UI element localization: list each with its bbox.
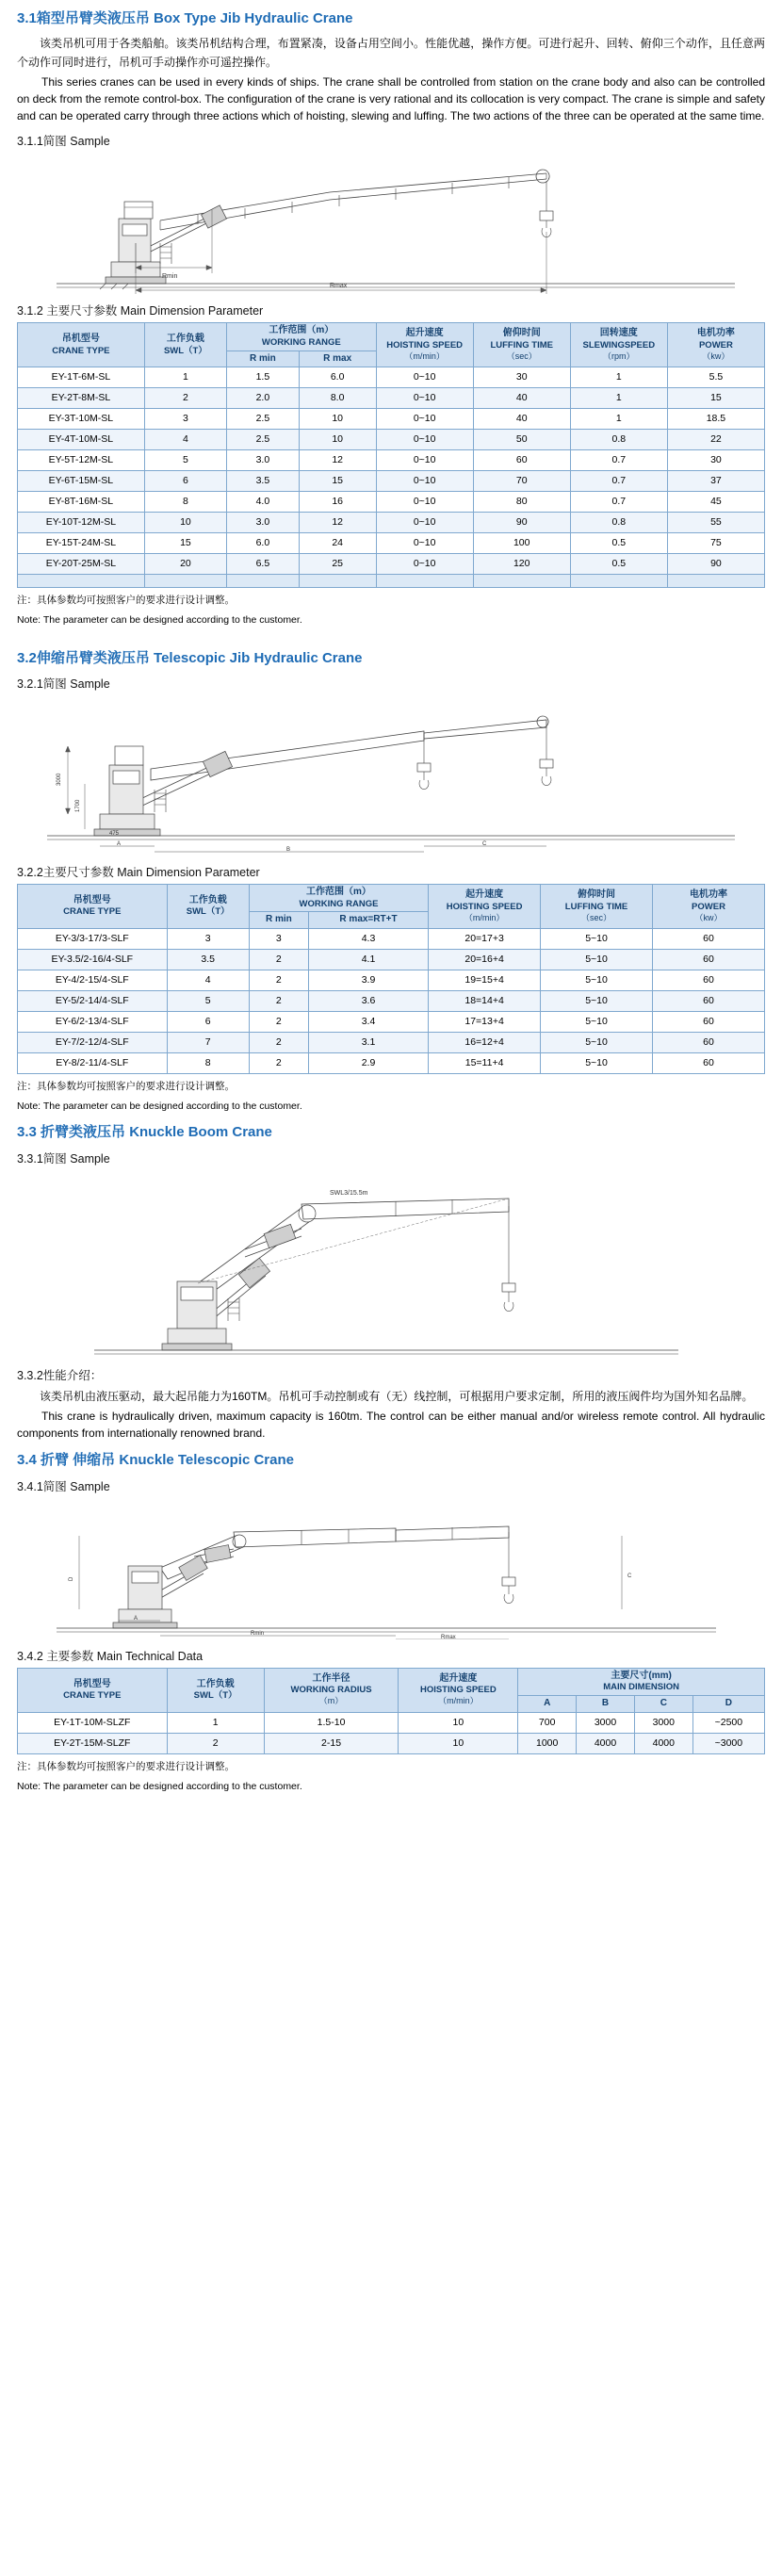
cell-swl: 6 (144, 471, 226, 492)
cell-slewing: 1 (570, 388, 667, 409)
cell-slewing: 0.8 (570, 430, 667, 450)
section-31-chinese-paragraph: 该类吊机可用于各类船舶。该类吊机结构合理，布置紧凑，设备占用空间小。性能优越，操作方便。可进行起升、回转、俯仰三个动作，且任意两个动作可同时进行，吊机可手动操作亦可遥控操作。 (17, 36, 765, 69)
cell-radius: 1.5-10 (264, 1712, 399, 1733)
table-row (18, 1052, 765, 1073)
cell-crane-type: EY-6T-15M-SL (18, 471, 145, 492)
th-luffing-time: 俯仰时间 LUFFING TIME （sec） (473, 323, 570, 367)
note-31-en: Note: The parameter can be designed according to the customer. (17, 614, 302, 627)
figure-label-rmax: Rmax (330, 283, 348, 290)
table-row (18, 990, 765, 1011)
th-working-radius: 工作半径 WORKING RADIUS （m） (264, 1668, 399, 1712)
th-rmin: R min (249, 912, 308, 929)
cell-power: 75 (667, 533, 764, 554)
cell-swl: 20 (144, 554, 226, 575)
cell-crane-type: EY-8/2-11/4-SLF (18, 1052, 168, 1073)
th-working-range: 工作范围（m） WORKING RANGE (249, 885, 428, 912)
note-32-cn: 注：具体参数均可按照客户的要求进行设计调整。 (17, 1080, 235, 1092)
table-row (18, 513, 765, 533)
cell-hoisting: 0~10 (376, 409, 473, 430)
cell-power: 60 (653, 1052, 765, 1073)
cell-crane-type: EY-15T-24M-SL (18, 533, 145, 554)
cell-slewing: 0.5 (570, 533, 667, 554)
section-321-sample-heading: 3.2.1简图 Sample (17, 677, 110, 692)
cell-rmin: 3.0 (227, 513, 300, 533)
cell-hoisting: 0~10 (376, 533, 473, 554)
th-main-dimension: 主要尺寸(mm) MAIN DIMENSION (518, 1668, 765, 1695)
cell-radius: 2-15 (264, 1733, 399, 1753)
cell-rmin: 3 (249, 928, 308, 949)
cell-hoisting: 10 (399, 1733, 518, 1753)
section-33-heading: 3.3 折臂类液压吊 Knuckle Boom Crane (17, 1124, 272, 1141)
cell-crane-type: EY-8T-16M-SL (18, 492, 145, 513)
figure-telescopic-jib-crane (19, 695, 763, 856)
cell-luffing: 30 (473, 367, 570, 388)
cell-swl: 2 (167, 1733, 264, 1753)
section-31-english-paragraph: This series cranes can be used in every kinds of ships. The crane shall be controlled from station on the crane body and also can be controlled on deck from the remote control-box. The configuration of the crane is very rational and its collocation is very compact. The crane is simple and safety and can be operated carry through three actions which of hoisting, slewing and luffing. The two actions of the three can be operated at the same time. (17, 75, 765, 123)
cell-slewing: 0.7 (570, 471, 667, 492)
cell-rmin: 2 (249, 1011, 308, 1032)
cell-crane-type: EY-20T-25M-SL (18, 554, 145, 575)
main-dimension-parameter-table-31 (17, 322, 765, 588)
cell-power: 90 (667, 554, 764, 575)
th-crane-type: 吊机型号 CRANE TYPE (18, 323, 145, 367)
table-row (18, 450, 765, 471)
cell-dim-b: 4000 (577, 1733, 635, 1753)
cell-swl: 3 (167, 928, 249, 949)
cell-power: 18.5 (667, 409, 764, 430)
main-technical-data-table-34 (17, 1668, 765, 1754)
cell-slewing: 1 (570, 367, 667, 388)
cell-hoisting: 0~10 (376, 492, 473, 513)
cell-swl: 8 (144, 492, 226, 513)
cell-luffing: 80 (473, 492, 570, 513)
cell-swl: 1 (144, 367, 226, 388)
note-34-en: Note: The parameter can be designed according to the customer. (17, 1780, 302, 1792)
table-32-head (18, 885, 765, 929)
cell-rmin: 6.5 (227, 554, 300, 575)
cell-crane-type: EY-2T-8M-SL (18, 388, 145, 409)
cell-rmin: 3.0 (227, 450, 300, 471)
th-power: 电机功率 POWER （kw） (667, 323, 764, 367)
th-hoisting-speed: 起升速度 HOISTING SPEED （m/min） (376, 323, 473, 367)
svg-text:A: A (134, 1615, 138, 1622)
cell-hoisting: 20=16+4 (429, 949, 541, 970)
cell-power: 60 (653, 970, 765, 990)
cell-swl: 6 (167, 1011, 249, 1032)
section-311-sample-heading: 3.1.1简图 Sample (17, 135, 110, 149)
th-luffing-time: 俯仰时间 LUFFING TIME （sec） (541, 885, 653, 929)
svg-text:C: C (627, 1573, 632, 1579)
note-32-en: Note: The parameter can be designed according to the customer. (17, 1101, 302, 1113)
cell-swl: 1 (167, 1712, 264, 1733)
cell-rmax: 3.4 (308, 1011, 428, 1032)
cell-crane-type: EY-1T-10M-SLZF (18, 1712, 168, 1733)
figure-knuckle-boom-crane (19, 1170, 763, 1359)
th-slewing-speed: 回转速度 SLEWINGSPEED （rpm） (570, 323, 667, 367)
table-34-header-row (18, 1668, 765, 1695)
th-dim-a: A (518, 1696, 577, 1713)
cell-power: 30 (667, 450, 764, 471)
table-row-blank (18, 575, 765, 588)
th-power: 电机功率 POWER （kw） (653, 885, 765, 929)
cell-rmin: 2 (249, 1032, 308, 1052)
cell-rmin: 2.0 (227, 388, 300, 409)
table-34-body (18, 1712, 765, 1753)
cell-hoisting: 0~10 (376, 471, 473, 492)
th-rmin: R min (227, 351, 300, 367)
cell-power: 60 (653, 1032, 765, 1052)
cell-hoisting: 0~10 (376, 554, 473, 575)
cell-swl: 10 (144, 513, 226, 533)
table-32-body (18, 928, 765, 1073)
cell-hoisting: 19=15+4 (429, 970, 541, 990)
table-row (18, 1712, 765, 1733)
cell-hoisting: 15=11+4 (429, 1052, 541, 1073)
section-34-heading: 3.4 折臂 伸缩吊 Knuckle Telescopic Crane (17, 1452, 294, 1469)
table-32-header-row (18, 885, 765, 912)
table-row (18, 367, 765, 388)
cell-crane-type: EY-3.5/2-16/4-SLF (18, 949, 168, 970)
cell-crane-type: EY-10T-12M-SL (18, 513, 145, 533)
cell-rmin: 6.0 (227, 533, 300, 554)
cell-rmax: 16 (299, 492, 376, 513)
cell-rmax: 8.0 (299, 388, 376, 409)
cell-power: 37 (667, 471, 764, 492)
cell-luffing: 5~10 (541, 1032, 653, 1052)
cell-swl: 3.5 (167, 949, 249, 970)
cell-dim-a: 1000 (518, 1733, 577, 1753)
cell-crane-type: EY-5T-12M-SL (18, 450, 145, 471)
figure-label-rmin: Rmin (162, 273, 178, 281)
cell-rmax: 2.9 (308, 1052, 428, 1073)
cell-hoisting: 20=17+3 (429, 928, 541, 949)
cell-power: 60 (653, 949, 765, 970)
cell-luffing: 5~10 (541, 1011, 653, 1032)
cell-crane-type: EY-3T-10M-SL (18, 409, 145, 430)
cell-slewing: 1 (570, 409, 667, 430)
cell-rmax: 4.1 (308, 949, 428, 970)
cell-hoisting: 0~10 (376, 430, 473, 450)
th-rmax: R max=RT+T (308, 912, 428, 929)
th-dim-c: C (634, 1696, 692, 1713)
table-row (18, 1032, 765, 1052)
svg-text:C: C (482, 841, 487, 848)
th-swl: 工作负载 SWL（T） (167, 885, 249, 929)
cell-swl: 2 (144, 388, 226, 409)
cell-hoisting: 0~10 (376, 513, 473, 533)
cell-power: 5.5 (667, 367, 764, 388)
note-34-cn: 注：具体参数均可按照客户的要求进行设计调整。 (17, 1760, 235, 1772)
cell-power: 15 (667, 388, 764, 409)
figure-box-type-jib-crane (19, 153, 763, 294)
cell-crane-type: EY-4/2-15/4-SLF (18, 970, 168, 990)
cell-dim-c: 3000 (634, 1712, 692, 1733)
cell-hoisting: 0~10 (376, 367, 473, 388)
table-row (18, 949, 765, 970)
section-312-param-heading: 3.1.2 主要尺寸参数 Main Dimension Parameter (17, 304, 264, 318)
document-page (0, 9, 782, 1815)
cell-crane-type: EY-3/3-17/3-SLF (18, 928, 168, 949)
figure-label-swl: SWL3/15.5m (330, 1189, 368, 1197)
th-crane-type: 吊机型号 CRANE TYPE (18, 885, 168, 929)
cell-rmax: 10 (299, 409, 376, 430)
cell-swl: 5 (167, 990, 249, 1011)
cell-rmin: 3.5 (227, 471, 300, 492)
svg-text:D: D (69, 1576, 74, 1581)
cell-rmin: 4.0 (227, 492, 300, 513)
section-342-param-heading: 3.4.2 主要参数 Main Technical Data (17, 1649, 204, 1663)
cell-luffing: 5~10 (541, 990, 653, 1011)
table-31-body (18, 367, 765, 588)
cell-power: 22 (667, 430, 764, 450)
cell-slewing: 0.7 (570, 492, 667, 513)
cell-dim-d: ~3000 (692, 1733, 764, 1753)
cell-rmax: 12 (299, 450, 376, 471)
cell-swl: 4 (167, 970, 249, 990)
cell-power: 60 (653, 990, 765, 1011)
cell-rmax: 15 (299, 471, 376, 492)
cell-power: 60 (653, 928, 765, 949)
cell-luffing: 100 (473, 533, 570, 554)
cell-swl: 5 (144, 450, 226, 471)
table-31-wrapper (17, 322, 765, 588)
cell-rmax: 24 (299, 533, 376, 554)
cell-dim-b: 3000 (577, 1712, 635, 1733)
cell-rmax: 4.3 (308, 928, 428, 949)
cell-slewing: 0.5 (570, 554, 667, 575)
cell-rmax: 3.1 (308, 1032, 428, 1052)
table-row (18, 533, 765, 554)
section-31-heading: 3.1箱型吊臂类液压吊 Box Type Jib Hydraulic Crane (17, 10, 353, 26)
cell-rmax: 3.6 (308, 990, 428, 1011)
cell-luffing: 5~10 (541, 949, 653, 970)
table-31-header-row (18, 323, 765, 351)
table-row (18, 1011, 765, 1032)
cell-luffing: 70 (473, 471, 570, 492)
cell-luffing: 90 (473, 513, 570, 533)
section-32-heading: 3.2伸缩吊臂类液压吊 Telescopic Jib Hydraulic Crane (17, 649, 363, 666)
cell-luffing: 40 (473, 409, 570, 430)
cell-rmin: 2 (249, 990, 308, 1011)
cell-hoisting: 0~10 (376, 388, 473, 409)
cell-crane-type: EY-1T-6M-SL (18, 367, 145, 388)
table-row (18, 970, 765, 990)
cell-dim-a: 700 (518, 1712, 577, 1733)
cell-crane-type: EY-2T-15M-SLZF (18, 1733, 168, 1753)
section-33-english-paragraph: This crane is hydraulically driven, maximum capacity is 160tm. The control can be either manual and/or wireless remote control. All hydraulic components from internationally renowned brand. (17, 1410, 765, 1441)
main-dimension-parameter-table-32 (17, 884, 765, 1074)
cell-luffing: 5~10 (541, 970, 653, 990)
cell-hoisting: 0~10 (376, 450, 473, 471)
figure-label-rmax: Rmax (441, 1634, 456, 1639)
cell-slewing: 0.8 (570, 513, 667, 533)
cell-rmin: 2 (249, 949, 308, 970)
svg-text:1700: 1700 (75, 799, 81, 813)
table-34-wrapper (17, 1668, 765, 1754)
table-row (18, 554, 765, 575)
figure-knuckle-telescopic-crane (19, 1498, 763, 1639)
table-row (18, 1733, 765, 1753)
th-rmax: R max (299, 351, 376, 367)
cell-crane-type: EY-5/2-14/4-SLF (18, 990, 168, 1011)
cell-luffing: 5~10 (541, 1052, 653, 1073)
table-row (18, 928, 765, 949)
table-34-head (18, 1668, 765, 1712)
th-swl: 工作负载 SWL（T） (167, 1668, 264, 1712)
th-crane-type: 吊机型号 CRANE TYPE (18, 1668, 168, 1712)
table-32-wrapper (17, 884, 765, 1074)
cell-swl: 15 (144, 533, 226, 554)
table-row (18, 430, 765, 450)
section-332-perf-heading: 3.3.2性能介绍： (17, 1368, 103, 1382)
cell-slewing: 0.7 (570, 450, 667, 471)
section-33-chinese-paragraph: 该类吊机由液压驱动，最大起吊能力为160TM。吊机可手动控制或有（无）线控制，可根据用户要求定制，所用的液压阀件均为国外知名品牌。 (40, 1389, 754, 1403)
th-swl: 工作负载 SWL（T） (144, 323, 226, 367)
th-hoisting-speed: 起升速度 HOISTING SPEED （m/min） (429, 885, 541, 929)
cell-crane-type: EY-7/2-12/4-SLF (18, 1032, 168, 1052)
cell-rmax: 10 (299, 430, 376, 450)
cell-luffing: 50 (473, 430, 570, 450)
cell-luffing: 60 (473, 450, 570, 471)
figure-label-rmin: Rmin (251, 1630, 265, 1637)
cell-dim-d: ~2500 (692, 1712, 764, 1733)
cell-crane-type: EY-6/2-13/4-SLF (18, 1011, 168, 1032)
svg-text:A: A (117, 841, 122, 848)
th-working-range: 工作范围（m） WORKING RANGE (227, 323, 377, 351)
table-row (18, 492, 765, 513)
table-31-head (18, 323, 765, 367)
cell-rmin: 2 (249, 970, 308, 990)
cell-swl: 4 (144, 430, 226, 450)
cell-swl: 7 (167, 1032, 249, 1052)
cell-rmin: 2 (249, 1052, 308, 1073)
cell-power: 45 (667, 492, 764, 513)
cell-hoisting: 16=12+4 (429, 1032, 541, 1052)
cell-power: 55 (667, 513, 764, 533)
cell-rmax: 3.9 (308, 970, 428, 990)
svg-text:475: 475 (109, 831, 120, 838)
cell-rmin: 1.5 (227, 367, 300, 388)
cell-rmax: 25 (299, 554, 376, 575)
cell-rmin: 2.5 (227, 430, 300, 450)
section-341-sample-heading: 3.4.1简图 Sample (17, 1479, 110, 1493)
cell-rmax: 12 (299, 513, 376, 533)
section-331-sample-heading: 3.3.1简图 Sample (17, 1151, 110, 1166)
cell-luffing: 120 (473, 554, 570, 575)
section-322-param-heading: 3.2.2主要尺寸参数 Main Dimension Parameter (17, 866, 260, 880)
cell-power: 60 (653, 1011, 765, 1032)
cell-rmax: 6.0 (299, 367, 376, 388)
table-row (18, 409, 765, 430)
cell-luffing: 5~10 (541, 928, 653, 949)
cell-dim-c: 4000 (634, 1733, 692, 1753)
cell-hoisting: 18=14+4 (429, 990, 541, 1011)
cell-crane-type: EY-4T-10M-SL (18, 430, 145, 450)
table-row (18, 471, 765, 492)
th-hoisting-speed: 起升速度 HOISTING SPEED （m/min） (399, 1668, 518, 1712)
table-row (18, 388, 765, 409)
cell-luffing: 40 (473, 388, 570, 409)
cell-rmin: 2.5 (227, 409, 300, 430)
th-dim-b: B (577, 1696, 635, 1713)
cell-swl: 8 (167, 1052, 249, 1073)
cell-hoisting: 17=13+4 (429, 1011, 541, 1032)
cell-swl: 3 (144, 409, 226, 430)
cell-hoisting: 10 (399, 1712, 518, 1733)
svg-text:B: B (286, 847, 291, 854)
th-dim-d: D (692, 1696, 764, 1713)
svg-text:3000: 3000 (57, 773, 62, 787)
note-31-cn: 注：具体参数均可按照客户的要求进行设计调整。 (17, 595, 235, 607)
